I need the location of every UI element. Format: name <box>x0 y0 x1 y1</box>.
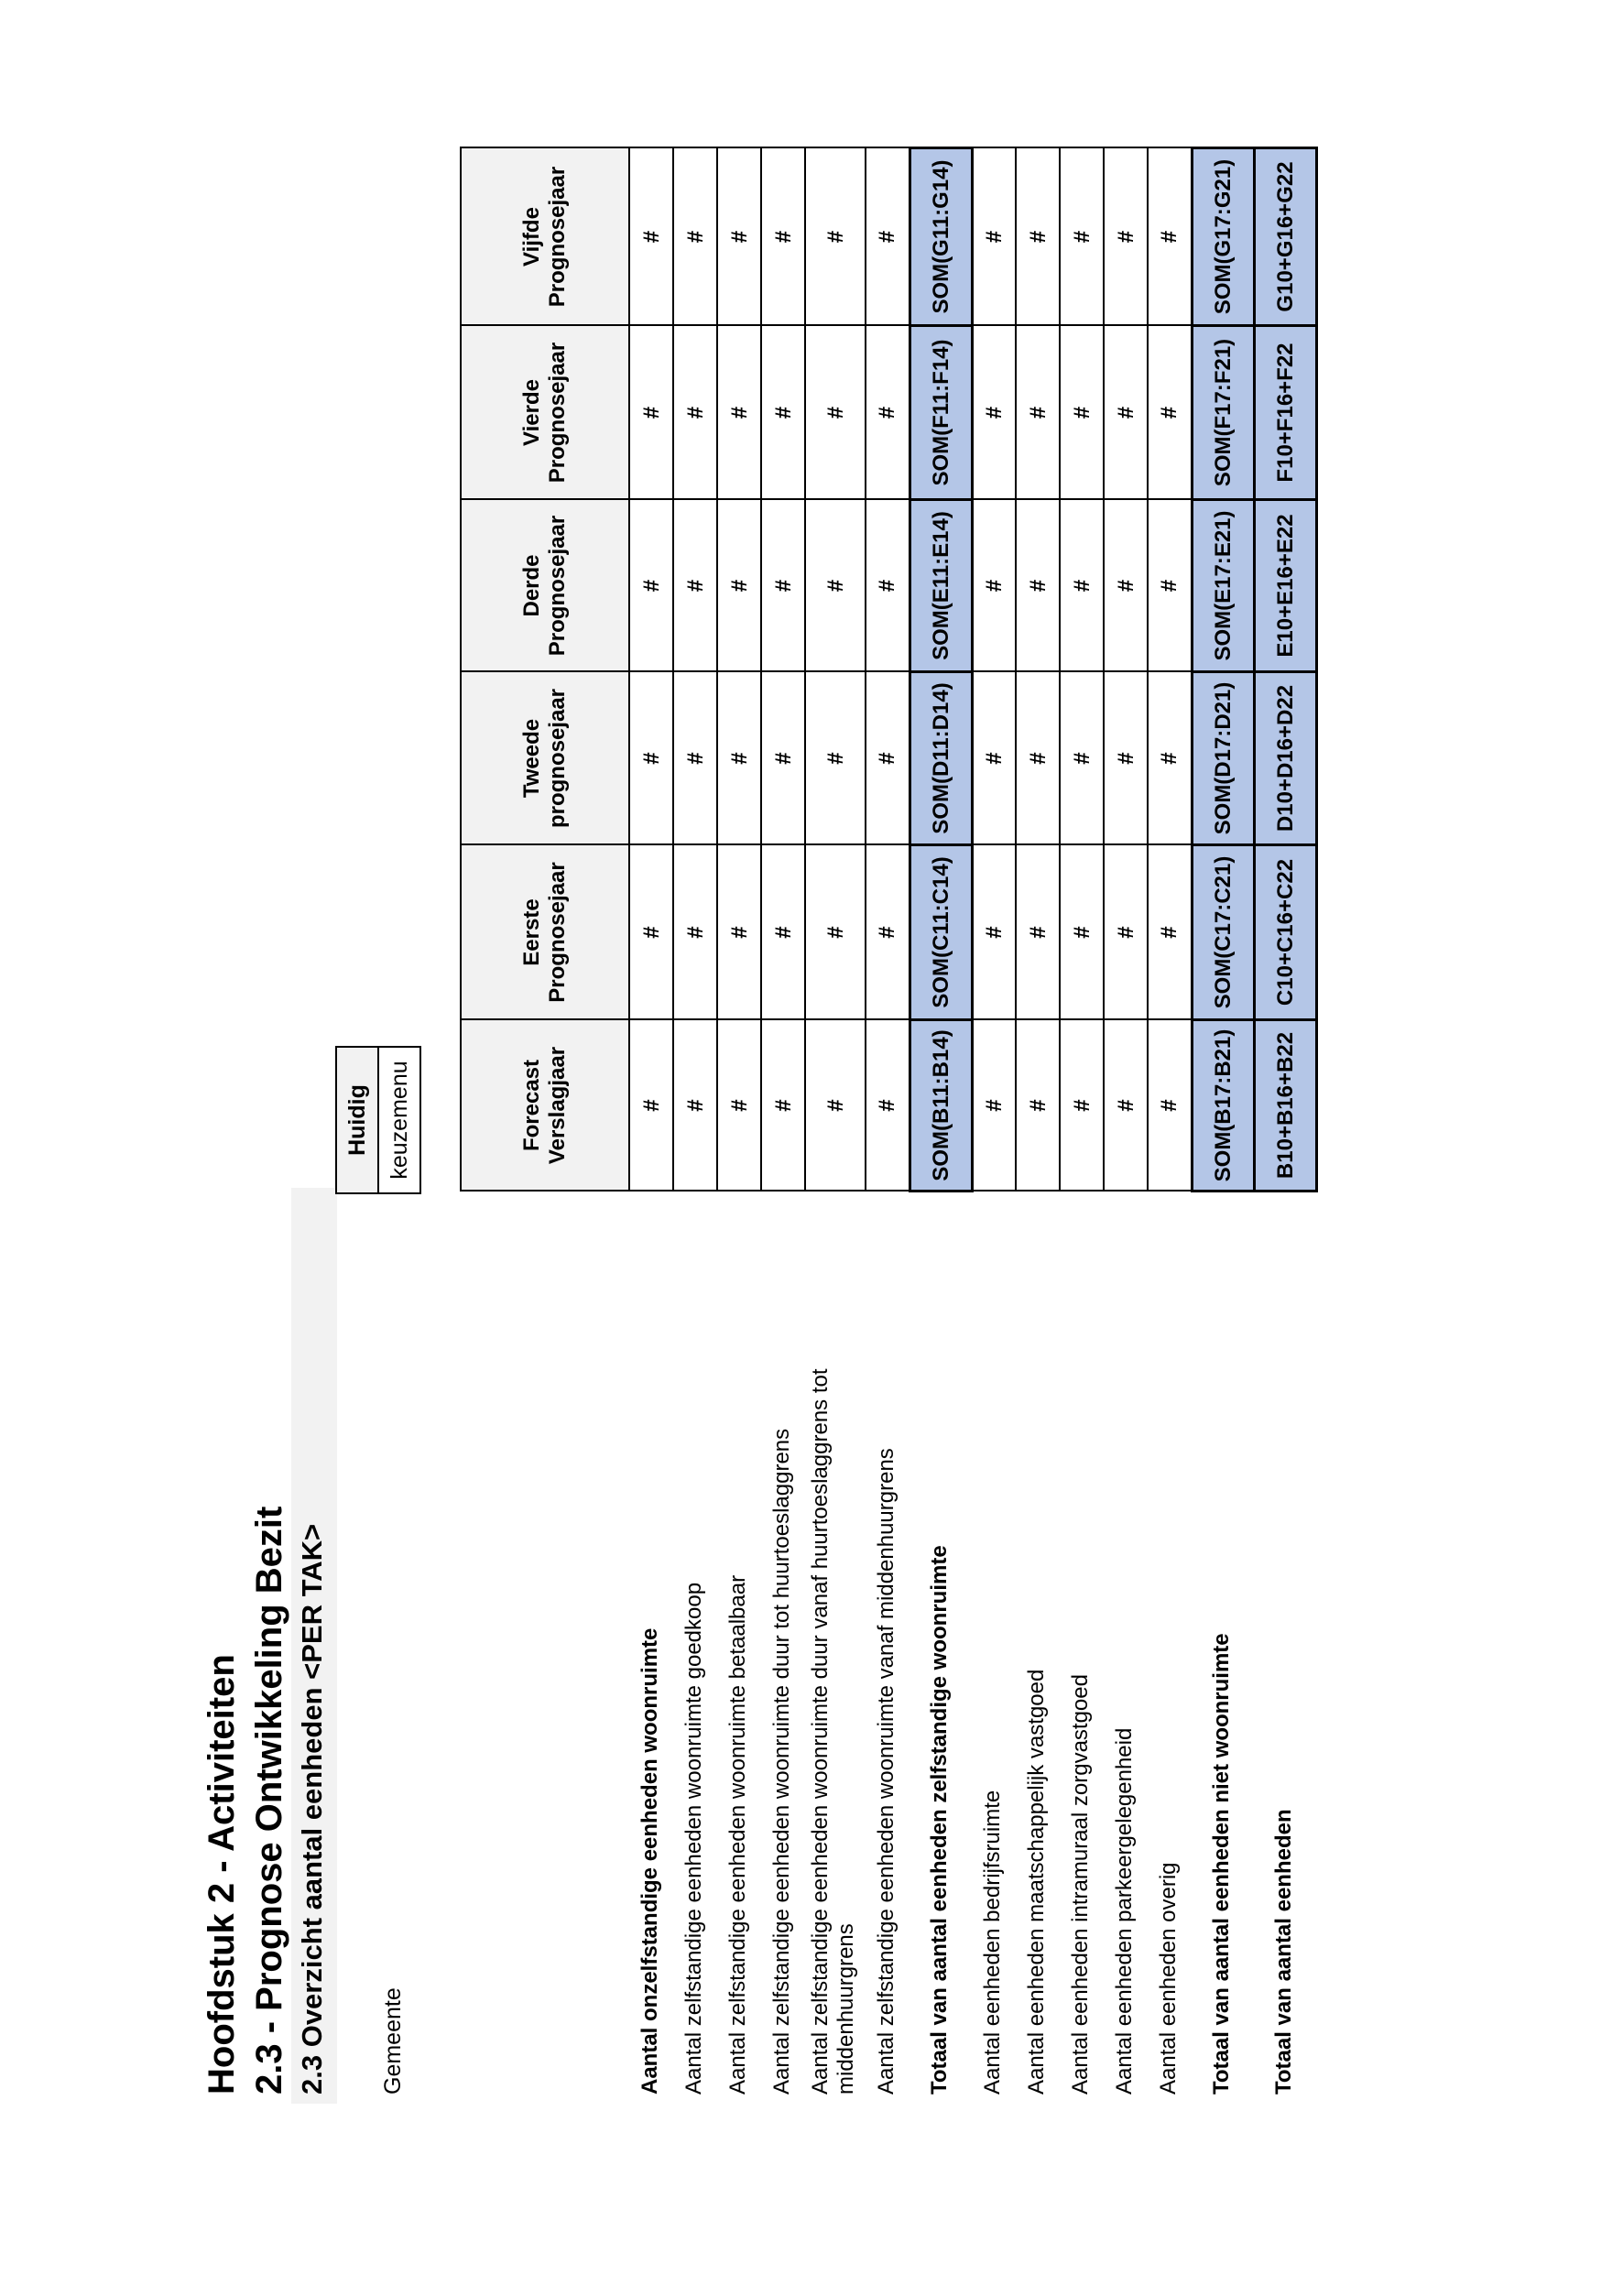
value-cell[interactable]: # <box>972 148 1016 326</box>
value-cell[interactable]: # <box>761 672 805 845</box>
table-row <box>910 148 972 1192</box>
value-cell[interactable]: # <box>761 500 805 672</box>
row-label: Aantal eenheden bedrijfsruimte <box>980 1790 1005 2095</box>
value-cell[interactable]: # <box>673 845 717 1020</box>
value-cell[interactable]: # <box>866 672 910 845</box>
page-title: Hoofdstuk 2 - Activiteiten <box>202 1654 242 2095</box>
table-row <box>717 148 761 1192</box>
table-row <box>1016 148 1060 1192</box>
value-cell[interactable]: # <box>972 672 1016 845</box>
row-label: Aantal zelfstandige eenheden woonruimte duur tot huurtoeslaggrens <box>769 1428 794 2095</box>
value-cell[interactable]: # <box>866 148 910 326</box>
page-subtitle: 2.3 - Prognose Ontwikkeling Bezit <box>249 1506 289 2095</box>
value-cell[interactable]: # <box>866 845 910 1020</box>
row-label: Totaal van aantal eenheden niet woonruimte <box>1209 1633 1234 2095</box>
table-row <box>805 148 866 1192</box>
row-label: Aantal eenheden overig <box>1156 1862 1181 2095</box>
formula-cell[interactable]: E10+E16+E22 <box>1254 500 1316 672</box>
column-header: Tweede prognosejaar <box>461 672 629 845</box>
value-cell[interactable]: # <box>1148 148 1192 326</box>
value-cell[interactable]: # <box>805 845 866 1020</box>
value-cell[interactable]: # <box>761 845 805 1020</box>
row-label: Aantal zelfstandige eenheden woonruimte betaalbaar <box>725 1574 750 2095</box>
formula-cell[interactable]: SOM(E17:E21) <box>1192 500 1254 672</box>
row-label: Aantal eenheden parkeergelegenheid <box>1112 1727 1137 2095</box>
value-cell[interactable]: # <box>629 326 673 500</box>
value-cell[interactable]: # <box>1016 845 1060 1020</box>
table-body <box>629 148 1316 1192</box>
table-row <box>1148 148 1192 1192</box>
row-label: Aantal eenheden maatschappelijk vastgoed <box>1024 1669 1049 2095</box>
value-cell[interactable]: # <box>717 1020 761 1192</box>
value-cell[interactable]: # <box>1104 326 1148 500</box>
value-cell[interactable]: # <box>629 500 673 672</box>
formula-cell[interactable]: SOM(G11:G14) <box>910 148 972 326</box>
value-cell[interactable]: # <box>805 672 866 845</box>
column-header: Vijfde Prognosejaar <box>461 148 629 326</box>
table-row <box>1254 148 1316 1192</box>
value-cell[interactable]: # <box>673 326 717 500</box>
column-header: Forecast Verslagjaar <box>461 1020 629 1192</box>
formula-cell[interactable]: B10+B16+B22 <box>1254 1020 1316 1192</box>
value-cell[interactable]: # <box>866 326 910 500</box>
row-label: Aantal onzelfstandige eenheden woonruimte <box>637 1627 662 2095</box>
value-cell[interactable]: # <box>972 326 1016 500</box>
formula-cell[interactable]: SOM(G17:G21) <box>1192 148 1254 326</box>
units-table <box>460 147 1318 1192</box>
value-cell[interactable]: # <box>673 500 717 672</box>
value-cell[interactable]: # <box>866 500 910 672</box>
value-cell[interactable]: # <box>629 845 673 1020</box>
value-cell[interactable]: # <box>629 148 673 326</box>
row-label: Aantal zelfstandige eenheden woonruimte goedkoop <box>681 1582 706 2095</box>
value-cell[interactable]: # <box>972 500 1016 672</box>
value-cell[interactable]: # <box>1148 672 1192 845</box>
row-label: Aantal zelfstandige eenheden woonruimte duur vanaf huurtoeslaggrens tot middenhuurgrens <box>808 1368 858 2095</box>
value-cell[interactable]: # <box>629 1020 673 1192</box>
value-cell[interactable]: # <box>1016 672 1060 845</box>
value-cell[interactable]: # <box>1060 148 1104 326</box>
column-header: Eerste Prognosejaar <box>461 845 629 1020</box>
value-cell[interactable]: # <box>761 326 805 500</box>
row-label: Totaal van aantal eenheden zelfstandige woonruimte <box>927 1545 952 2095</box>
value-cell[interactable]: # <box>717 845 761 1020</box>
formula-cell[interactable]: D10+D16+D22 <box>1254 672 1316 845</box>
table-row <box>629 148 673 1192</box>
formula-cell[interactable]: F10+F16+F22 <box>1254 326 1316 500</box>
table-row <box>1192 148 1254 1192</box>
table-row <box>972 148 1016 1192</box>
value-cell[interactable]: # <box>866 1020 910 1192</box>
value-cell[interactable]: # <box>1104 500 1148 672</box>
value-cell[interactable]: # <box>1060 326 1104 500</box>
value-cell[interactable]: # <box>1060 500 1104 672</box>
table-row <box>1104 148 1148 1192</box>
column-header: Vierde Prognosejaar <box>461 326 629 500</box>
value-cell[interactable]: # <box>805 148 866 326</box>
value-cell[interactable]: # <box>1060 1020 1104 1192</box>
section-title: 2.3 Overzicht aantal eenheden <PER TAK> <box>296 1523 328 2095</box>
value-cell[interactable]: # <box>972 845 1016 1020</box>
gemeente-dropdown[interactable]: keuzemenu <box>378 1047 420 1193</box>
table-row <box>673 148 717 1192</box>
formula-cell[interactable]: SOM(B11:B14) <box>910 1020 972 1192</box>
value-cell[interactable]: # <box>1104 148 1148 326</box>
table-row <box>1060 148 1104 1192</box>
value-cell[interactable]: # <box>1104 1020 1148 1192</box>
gemeente-label: Gemeente <box>380 1987 406 2095</box>
value-cell[interactable]: # <box>1148 1020 1192 1192</box>
value-cell[interactable]: # <box>1060 845 1104 1020</box>
formula-cell[interactable]: SOM(D11:D14) <box>910 672 972 845</box>
value-cell[interactable]: # <box>717 672 761 845</box>
row-label: Totaal van aantal eenheden <box>1271 1809 1296 2095</box>
formula-cell[interactable]: SOM(F17:F21) <box>1192 326 1254 500</box>
row-label: Aantal zelfstandige eenheden woonruimte vanaf middenhuurgrens <box>874 1448 899 2095</box>
table-row <box>866 148 910 1192</box>
value-cell[interactable]: # <box>1016 1020 1060 1192</box>
formula-cell[interactable]: SOM(D17:D21) <box>1192 672 1254 845</box>
value-cell[interactable]: # <box>673 148 717 326</box>
table-header-row <box>461 148 629 1192</box>
value-cell[interactable]: # <box>805 500 866 672</box>
huidig-header: Huidig <box>336 1047 378 1193</box>
value-cell[interactable]: # <box>761 1020 805 1192</box>
value-cell[interactable]: # <box>1016 148 1060 326</box>
row-label: Aantal eenheden intramuraal zorgvastgoed <box>1068 1674 1093 2095</box>
value-cell[interactable]: # <box>1016 326 1060 500</box>
value-cell[interactable]: # <box>1148 500 1192 672</box>
value-cell[interactable]: # <box>1016 500 1060 672</box>
table-row <box>761 148 805 1192</box>
value-cell[interactable]: # <box>972 1020 1016 1192</box>
formula-cell[interactable]: G10+G16+G22 <box>1254 148 1316 326</box>
column-header: Derde Prognosejaar <box>461 500 629 672</box>
value-cell[interactable]: # <box>1148 326 1192 500</box>
formula-cell[interactable]: SOM(E11:E14) <box>910 500 972 672</box>
formula-cell[interactable]: SOM(B17:B21) <box>1192 1020 1254 1192</box>
value-cell[interactable]: # <box>805 1020 866 1192</box>
formula-cell[interactable]: SOM(C17:C21) <box>1192 845 1254 1020</box>
value-cell[interactable]: # <box>1104 845 1148 1020</box>
value-cell[interactable]: # <box>717 326 761 500</box>
formula-cell[interactable]: SOM(C11:C14) <box>910 845 972 1020</box>
formula-cell[interactable]: C10+C16+C22 <box>1254 845 1316 1020</box>
value-cell[interactable]: # <box>1060 672 1104 845</box>
value-cell[interactable]: # <box>1104 672 1148 845</box>
value-cell[interactable]: # <box>629 672 673 845</box>
gemeente-table <box>335 1046 421 1194</box>
formula-cell[interactable]: SOM(F11:F14) <box>910 326 972 500</box>
value-cell[interactable]: # <box>761 148 805 326</box>
value-cell[interactable]: # <box>805 326 866 500</box>
value-cell[interactable]: # <box>673 672 717 845</box>
value-cell[interactable]: # <box>673 1020 717 1192</box>
value-cell[interactable]: # <box>717 148 761 326</box>
value-cell[interactable]: # <box>717 500 761 672</box>
value-cell[interactable]: # <box>1148 845 1192 1020</box>
